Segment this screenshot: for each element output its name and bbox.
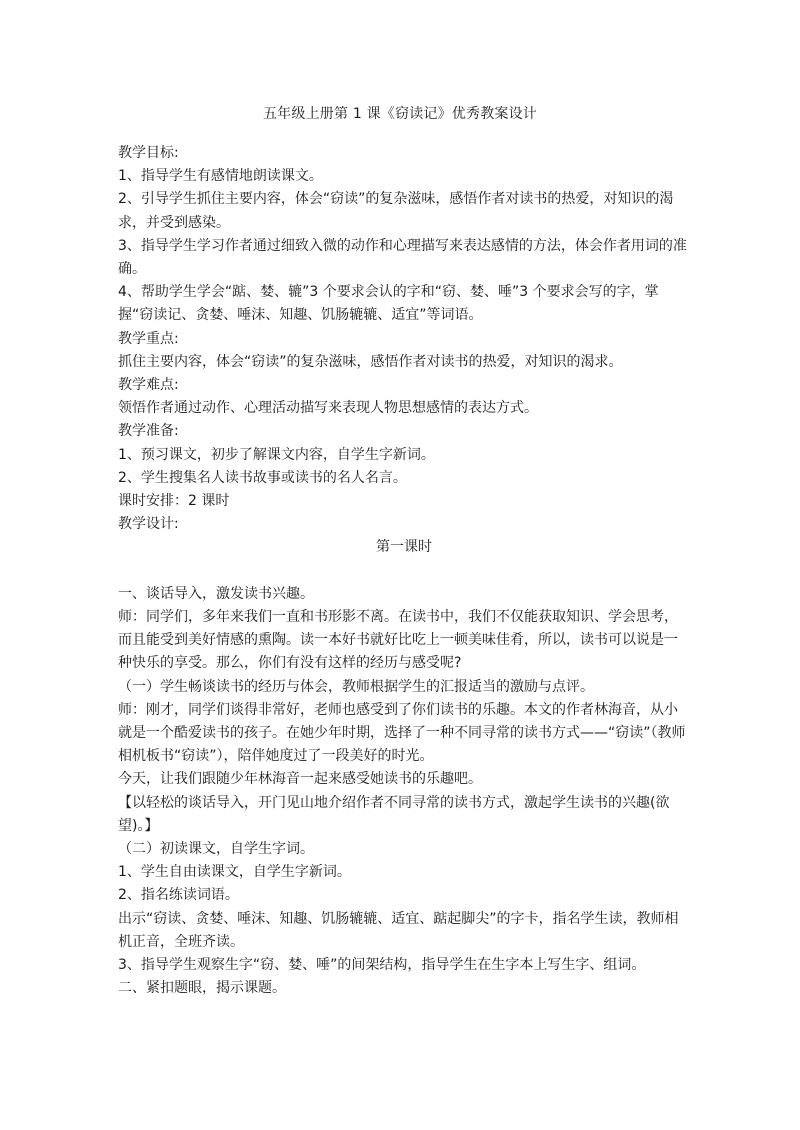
sub-step-2: （二）初读课文，自学生字词。 <box>118 841 314 858</box>
activity-3: 3、指导学生观察生字“窃、婪、唾”的间架结构，指导学生在生字本上写生字、组词。 <box>118 957 646 974</box>
section-heading-preparation: 教学准备: <box>118 423 179 440</box>
step-1-heading: 一、谈话导入，激发读书兴趣。 <box>118 585 314 602</box>
document-body <box>118 142 690 1001</box>
objective-4: 4、帮助学生学会“踮、婪、辘”3 个要求会认的字和“窃、婪、唾”3 个要求会写的字，掌握“窃读记、贪婪、唾沫、知趣、饥肠辘辘、适宜”等词语。 <box>118 284 659 324</box>
blank-line <box>118 560 690 583</box>
step-2-heading: 二、紧扣题眼，揭示课题。 <box>118 980 286 997</box>
objective-3: 3、指导学生学习作者通过细致入微的动作和心理描写来表达感情的方法，体会作者用词的准确。 <box>118 237 687 278</box>
design-note: 【以轻松的谈话导入，开门见山地介绍作者不同寻常的读书方式，激起学生读书的兴趣(欲望)。】 <box>118 794 670 834</box>
section-heading-difficulties: 教学难点: <box>118 377 179 394</box>
preparation-1: 1、预习课文，初步了解课文内容，自学生字新词。 <box>118 446 435 463</box>
section-heading-design: 教学设计: <box>118 516 179 533</box>
preparation-2: 2、学生搜集名人读书故事或读书的名人名言。 <box>118 469 407 486</box>
today-paragraph: 今天，让我们跟随少年林海音一起来感受她读书的乐趣吧。 <box>118 771 482 788</box>
activity-1: 1、学生自由读课文，自学生字新词。 <box>118 864 351 881</box>
difficulties-text: 领悟作者通过动作、心理活动描写来表现人物思想感情的表达方式。 <box>118 400 538 417</box>
document-title: 五年级上册第 1 课《窃读记》优秀教案设计 <box>262 106 537 122</box>
objective-2: 2、引导学生抓住主要内容，体会“窃读”的复杂滋味，感悟作者对读书的热爱，对知识的渴求，并受到感染。 <box>118 191 674 231</box>
teacher-intro-paragraph: 师：同学们，多年来我们一直和书形影不离。在读书中，我们不仅能获取知识、学会思考，而且能受到美好情感的熏陶。读一本好书就好比吃上一顿美味佳肴，所以，读书可以说是一种快乐的享受。那么，你们有没有这样的经历与感受呢? <box>118 609 678 672</box>
section-heading-key-points: 教学重点: <box>118 330 179 347</box>
word-card-paragraph: 出示“窃读、贪婪、唾沫、知趣、饥肠辘辘、适宜、踮起脚尖”的字卡，指名学生读，教师相机正音，全班齐读。 <box>118 910 679 950</box>
activity-2: 2、指名练读词语。 <box>118 887 239 904</box>
section-heading-objectives: 教学目标: <box>118 145 179 161</box>
key-points-text: 抓住主要内容，体会“窃读”的复杂滋味，感悟作者对读书的热爱，对知识的渴求。 <box>118 353 623 370</box>
sub-step-1: （一）学生畅谈读书的经历与体会，教师根据学生的汇报适当的激励与点评。 <box>118 678 594 695</box>
objective-1: 1、指导学生有感情地朗读课文。 <box>118 168 323 185</box>
lesson-heading: 第一课时 <box>376 539 432 556</box>
schedule-text: 课时安排：2 课时 <box>118 493 230 510</box>
teacher-author-paragraph: 师：刚才，同学们谈得非常好，老师也感受到了你们读书的乐趣。本文的作者林海音，从小就是一个酷爱读书的孩子。在她少年时期，选择了一种不同寻常的读书方式——“窃读”（教师相机板书“窃读”），陪伴她度过了一段美好的时光。 <box>118 701 686 765</box>
